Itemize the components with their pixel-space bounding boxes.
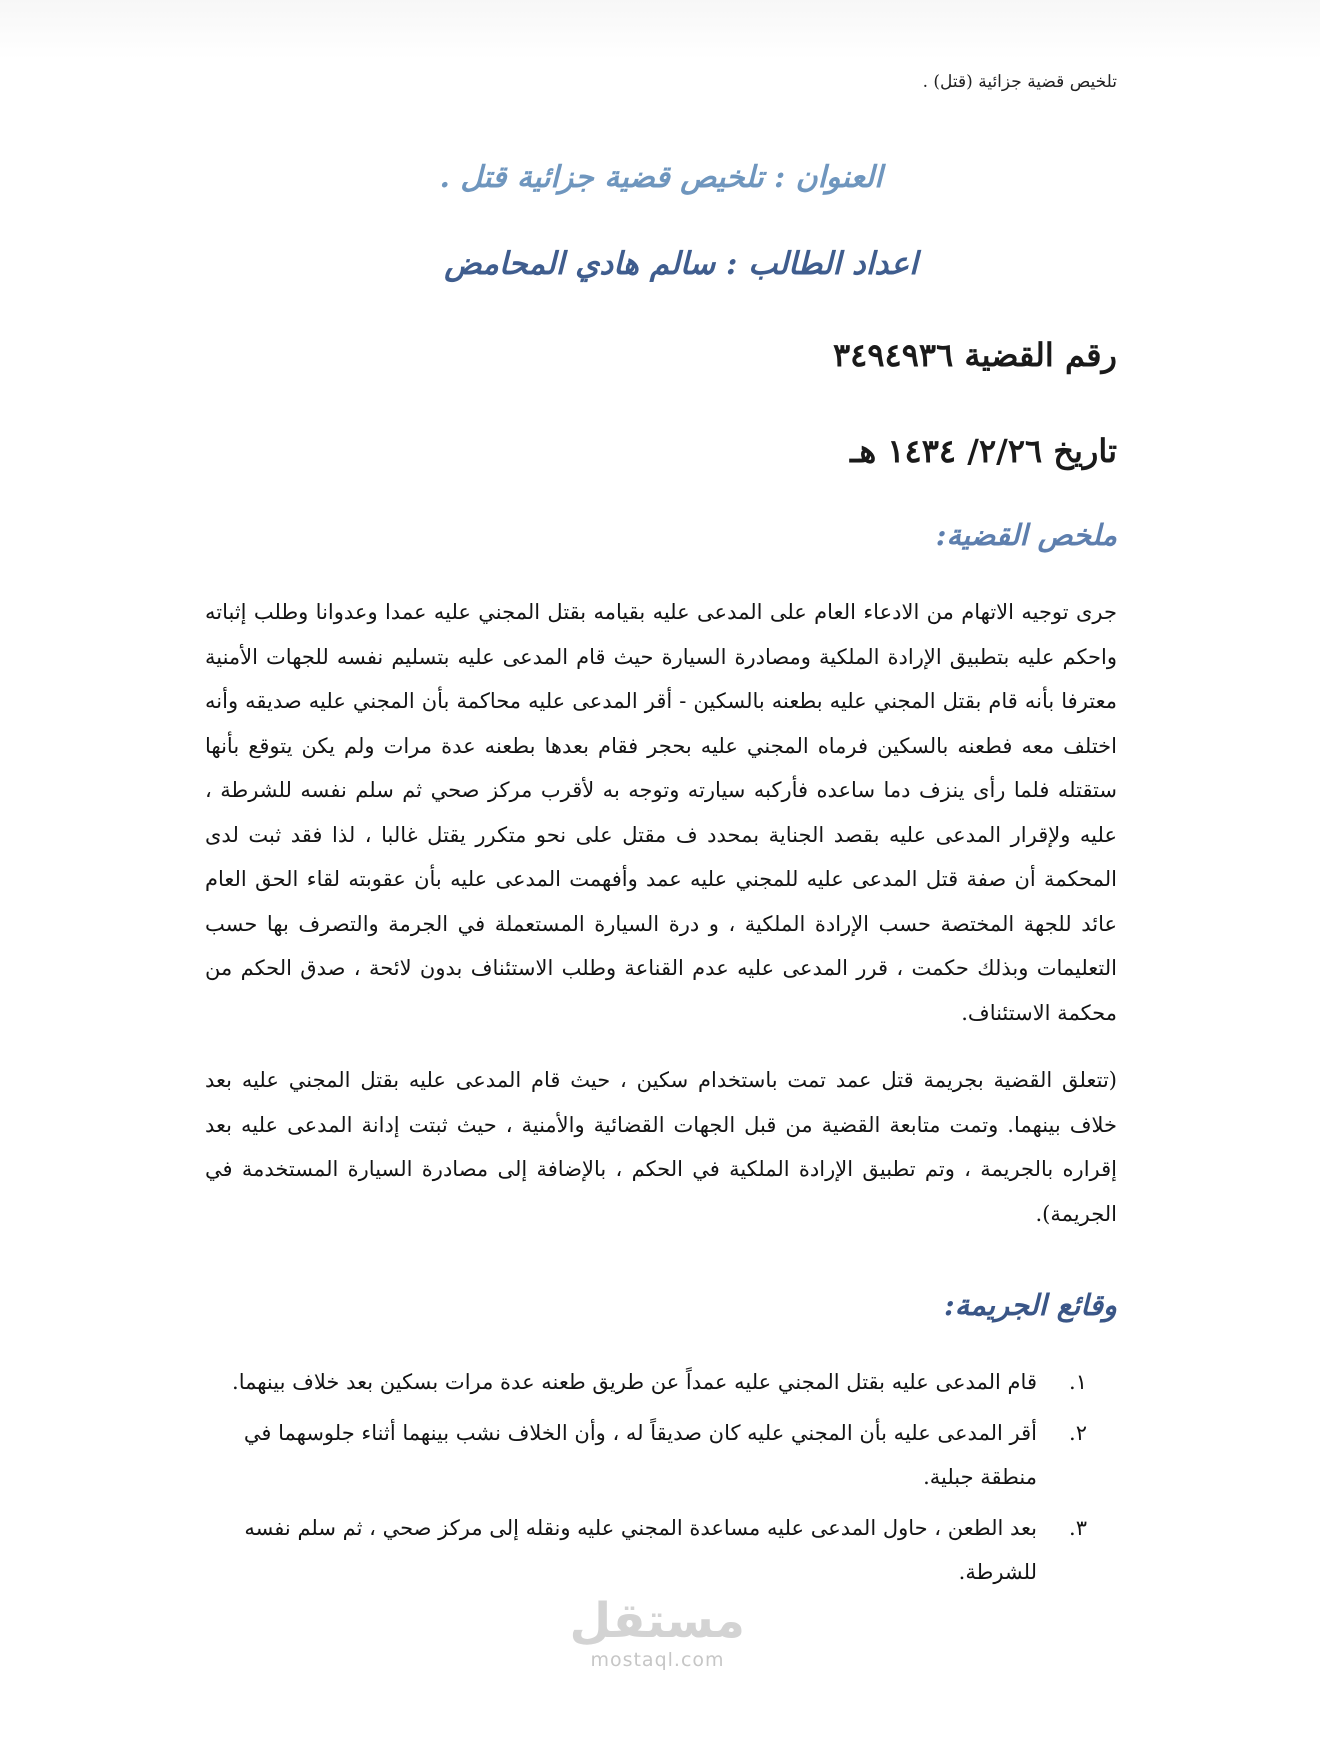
summary-heading: ملخص القضية: [935,518,1117,552]
case-date: تاريخ ٢/٢٦/ ١٤٣٤ هـ [849,432,1117,470]
list-item-number: ٣. [1069,1515,1087,1540]
facts-list [205,1360,1117,1601]
list-item-text: أقر المدعى عليه بأن المجني عليه كان صديقاً له ، وأن الخلاف نشب بينهما أثناء جلوسهما في منطقة جبلية. [243,1420,1037,1489]
summary-paragraph: جرى توجيه الاتهام من الادعاء العام على المدعى عليه بقيامه بقتل المجني عليه عمدا وعدوانا وطلب إثباته واحكم عليه بتطبيق الإرادة الملكية ومصادرة السيارة حيث قام المدعى عليه بتسليم نفسه للجهات الأمنية معترفا بأنه قام بقتل المجني عليه بطعنه بالسكين - أقر المدعى عليه محاكمة بأن المجني عليه صديقه وأنه اختلف معه فطعنه بالسكين فرماه المجني عليه بحجر فقام بعدها بطعنه عدة مرات ولم يكن يتوقع بأنها ستقتله فلما رأى ينزف دما ساعده فأركبه سيارته وتوجه به لأقرب مركز صحي ثم سلم نفسه للشرطة ، عليه ولإقرار المدعى عليه بقصد الجناية بمحدد ف مقتل على نحو متكرر يقتل غالبا ، لذا فقد ثبت لدى المحكمة أن صفة قتل المدعى عليه للمجني عليه عمد وأفهمت المدعى عليه بأن عقوبته لقاء الحق العام عائد للجهة المختصة حسب الإرادة الملكية ، و درة السيارة المستعملة في الجرمة والتصرف بها حسب التعليمات وبذلك حكمت ، قرر المدعى عليه عدم القناعة وطلب الاستئناف بدون لائحة ، صدق الحكم من محكمة الاستئناف. [205,600,1117,1025]
document-title: العنوان : تلخيص قضية جزائية قتل . [439,160,883,195]
list-item-text: بعد الطعن ، حاول المدعى عليه مساعدة المجني عليه ونقله إلى مركز صحي ، ثم سلم نفسه للشرطة. [244,1515,1037,1584]
student-name: اعداد الطالب : سالم هادي المحامض [444,246,918,282]
list-item [205,1411,1117,1500]
list-item-number: ٢. [1069,1420,1087,1445]
summary-note-paragraph: (تتعلق القضية بجريمة قتل عمد تمت باستخدام سكين ، حيث قام المدعى عليه بقتل المجني عليه بعد خلاف بينهما. وتمت متابعة القضية من قبل الجهات القضائية والأمنية ، حيث ثبتت إدانة المدعى عليه بعد إقراره بالجريمة ، وتم تطبيق الإرادة الملكية في الحكم ، بالإضافة إلى مصادرة السيارة المستخدمة في الجريمة). [205,1068,1117,1226]
case-number: رقم القضية ٣٤٩٤٩٣٦ [832,336,1117,374]
list-item [205,1506,1117,1595]
page-top-shadow [0,0,1320,60]
watermark-logo: مستقل [569,1593,745,1649]
mostaql-watermark [570,1593,745,1671]
watermark-url: mostaql.com [590,1649,725,1671]
running-header: تلخيص قضية جزائية (قتل) . [922,72,1117,92]
list-item-text: قام المدعى عليه بقتل المجني عليه عمداً عن طريق طعنه عدة مرات بسكين بعد خلاف بينهما. [232,1370,1037,1394]
facts-heading: وقائع الجريمة: [943,1288,1117,1322]
list-item [205,1360,1117,1405]
list-item-number: ١. [1069,1370,1087,1394]
